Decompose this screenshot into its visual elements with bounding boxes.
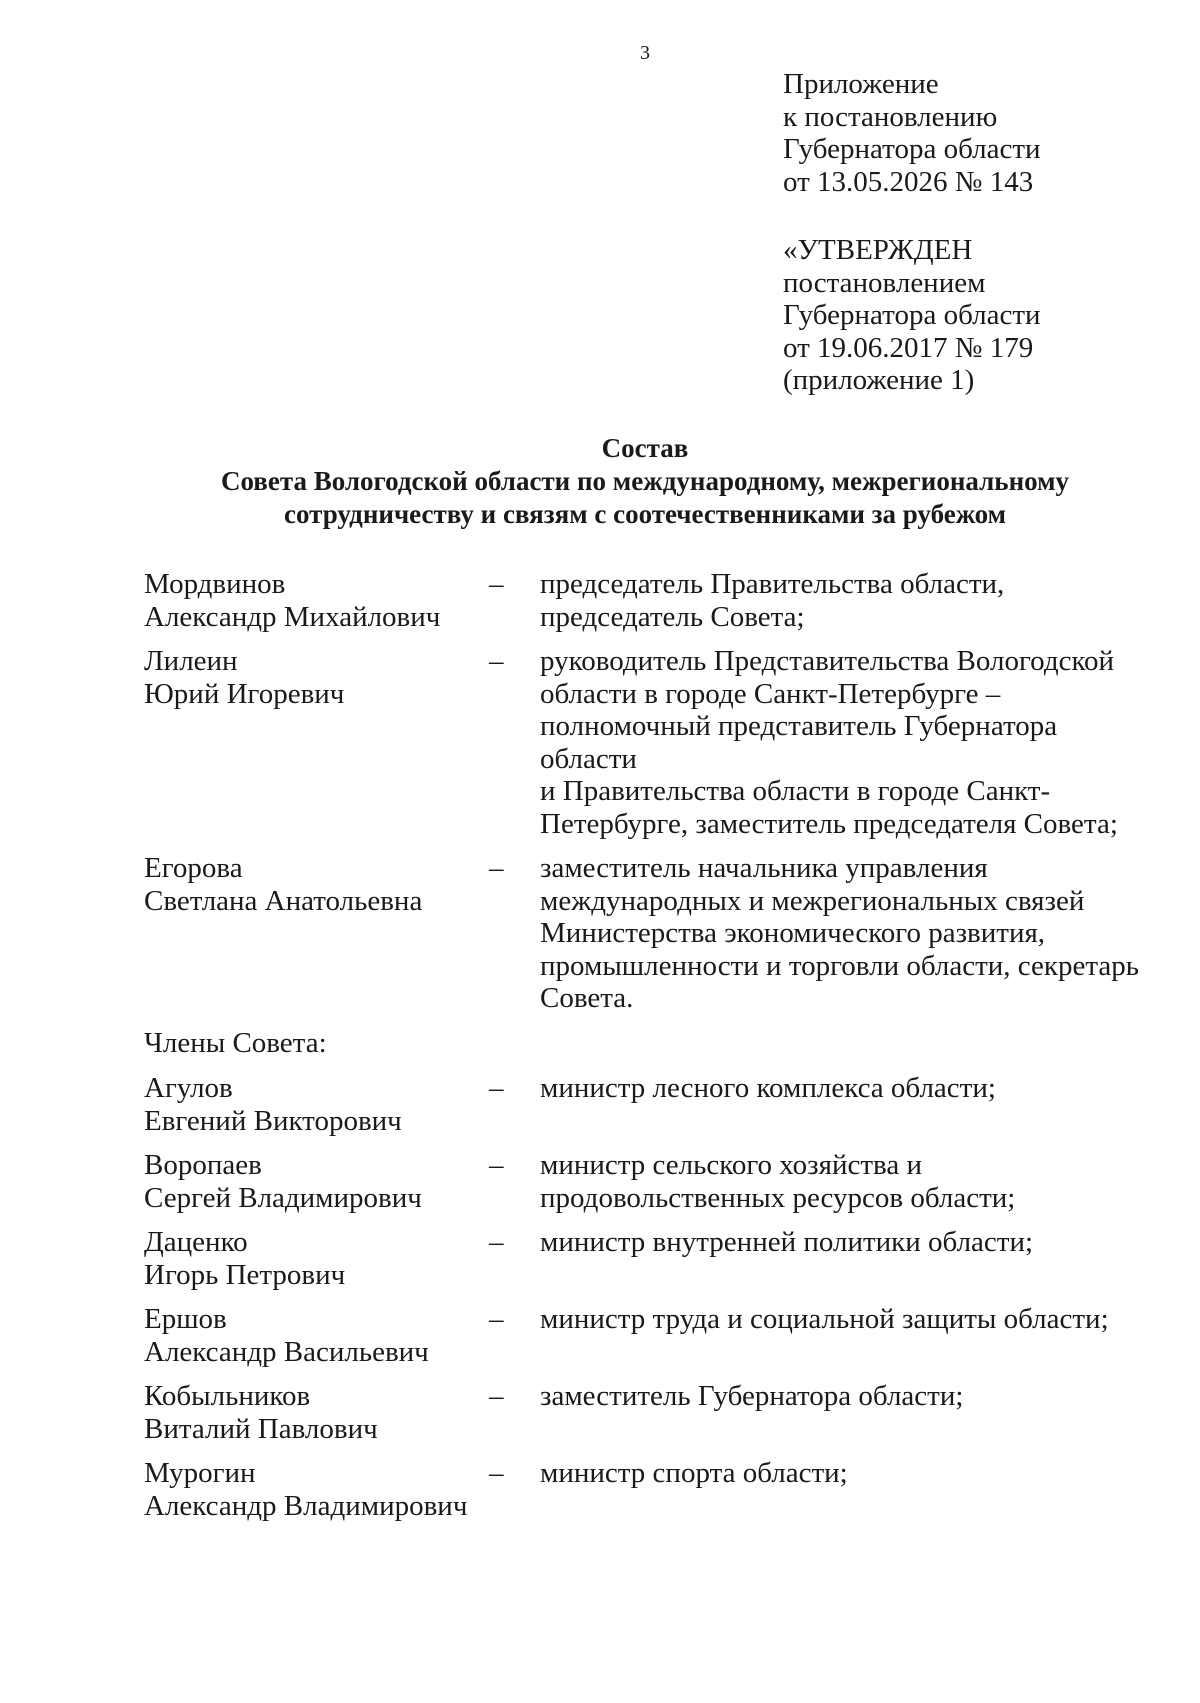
role-line: заместитель Губернатора области; — [540, 1380, 964, 1412]
member-role — [540, 1149, 1144, 1214]
approved-line: Губернатора области — [783, 299, 1041, 331]
role-line: промышленности и торговли области, секретарь — [540, 949, 1139, 982]
member-row — [144, 1303, 1144, 1368]
member-surname: Ершов — [144, 1303, 227, 1335]
member-name — [144, 645, 489, 840]
role-line: Петербурге, заместитель председателя Совета; — [540, 807, 1118, 840]
member-role — [540, 852, 1144, 1015]
role-line: и Правительства области в городе Санкт- — [540, 775, 1051, 807]
title-line: Совета Вологодской области по международному, межрегиональному — [220, 466, 1070, 496]
role-line: Министерства экономического развития, — [540, 917, 1046, 949]
member-role — [540, 1457, 1144, 1522]
dash-separator: – — [489, 1149, 504, 1181]
member-role — [540, 1226, 1144, 1291]
member-row — [144, 1226, 1144, 1291]
member-surname: Агулов — [144, 1072, 233, 1104]
member-surname: Воропаев — [144, 1149, 262, 1181]
role-line: министр спорта области; — [540, 1457, 848, 1489]
role-line: министр труда и социальной защиты области; — [540, 1303, 1109, 1335]
approved-line: «УТВЕРЖДЕН — [783, 234, 973, 266]
member-row — [144, 1457, 1144, 1522]
role-line: руководитель Представительства Вологодской — [540, 645, 1115, 677]
member-row — [144, 1380, 1144, 1445]
member-surname: Даценко — [144, 1226, 248, 1258]
member-role — [540, 645, 1144, 840]
title-line: сотрудничеству и связям с соотечественниками за рубежом — [284, 499, 1006, 529]
role-line: председатель Правительства области, — [540, 568, 1005, 600]
member-name — [144, 1303, 489, 1368]
role-line: полномочный представитель Губернатора — [540, 710, 1058, 742]
approved-line: постановлением — [783, 266, 986, 299]
member-name — [144, 1457, 489, 1522]
document-title — [150, 432, 1140, 531]
annex-block — [783, 68, 1041, 198]
member-role — [540, 1303, 1144, 1368]
title-line: Состав — [601, 433, 689, 463]
member-given-name: Игорь Петрович — [144, 1258, 346, 1291]
member-name — [144, 1380, 489, 1445]
member-role — [540, 1380, 1144, 1445]
council-composition — [144, 568, 1144, 1534]
member-given-name: Виталий Павлович — [144, 1412, 378, 1445]
member-row — [144, 1149, 1144, 1214]
role-line: председатель Совета; — [540, 600, 805, 633]
member-name — [144, 1072, 489, 1137]
member-surname: Мурогин — [144, 1457, 256, 1489]
dash-separator: – — [489, 1072, 504, 1104]
member-given-name: Евгений Викторович — [144, 1104, 402, 1137]
member-given-name: Светлана Анатольевна — [144, 884, 423, 917]
dash-separator: – — [489, 1380, 504, 1412]
member-given-name: Сергей Владимирович — [144, 1181, 422, 1214]
member-given-name: Александр Васильевич — [144, 1335, 429, 1368]
member-given-name: Юрий Игоревич — [144, 677, 345, 710]
role-line: министр внутренней политики области; — [540, 1226, 1034, 1258]
role-line: Совета. — [540, 982, 634, 1014]
member-name — [144, 568, 489, 633]
annex-line: к постановлению — [783, 100, 998, 133]
member-surname: Мордвинов — [144, 568, 286, 600]
member-row — [144, 852, 1144, 1015]
role-line: продовольственных ресурсов области; — [540, 1181, 1016, 1214]
annex-line: Губернатора области — [783, 133, 1041, 165]
leadership-list — [144, 568, 1144, 1015]
member-role — [540, 1072, 1144, 1137]
members-list — [144, 1072, 1144, 1522]
member-name — [144, 852, 489, 1015]
members-label: Члены Совета: — [144, 1026, 327, 1059]
annex-line: от 13.05.2026 № 143 — [783, 165, 1034, 198]
member-surname: Лилеин — [144, 645, 238, 677]
role-line: области — [540, 742, 637, 775]
page-number: 3 — [640, 42, 650, 64]
member-name — [144, 1149, 489, 1214]
approved-line: (приложение 1) — [783, 364, 975, 396]
dash-separator: – — [489, 645, 504, 677]
member-row — [144, 645, 1144, 840]
role-line: министр сельского хозяйства и — [540, 1149, 922, 1181]
member-surname: Кобыльников — [144, 1380, 311, 1412]
member-given-name: Александр Владимирович — [144, 1489, 468, 1522]
role-line: заместитель начальника управления — [540, 852, 988, 884]
dash-separator: – — [489, 568, 504, 600]
member-row — [144, 568, 1144, 633]
dash-separator: – — [489, 1226, 504, 1258]
dash-separator: – — [489, 852, 504, 884]
member-name — [144, 1226, 489, 1291]
approved-line: от 19.06.2017 № 179 — [783, 331, 1034, 364]
approved-block — [783, 234, 1041, 397]
role-line: области в городе Санкт-Петербурге – — [540, 677, 1001, 710]
dash-separator: – — [489, 1457, 504, 1489]
member-row — [144, 1072, 1144, 1137]
member-role — [540, 568, 1144, 633]
role-line: международных и межрегиональных связей — [540, 884, 1085, 917]
member-given-name: Александр Михайлович — [144, 600, 441, 633]
dash-separator: – — [489, 1303, 504, 1335]
role-line: министр лесного комплекса области; — [540, 1072, 996, 1104]
member-surname: Егорова — [144, 852, 243, 884]
annex-line: Приложение — [783, 68, 939, 100]
